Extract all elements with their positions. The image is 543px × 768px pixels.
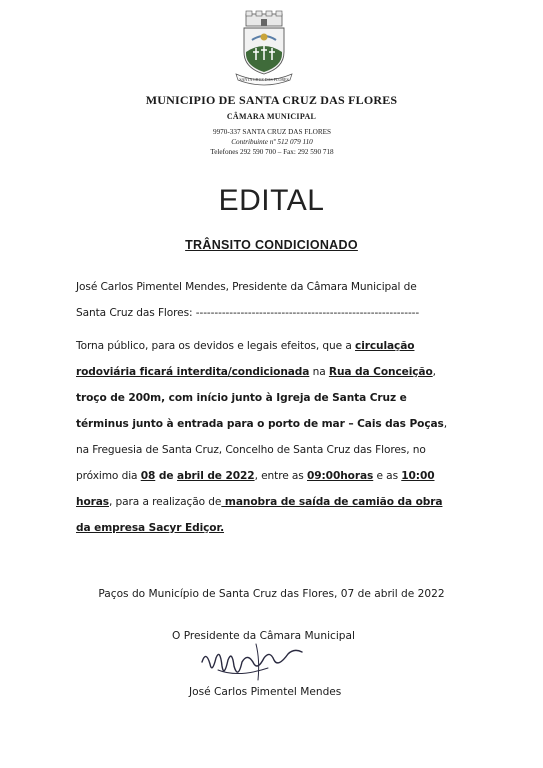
coat-of-arms-icon bbox=[232, 10, 296, 86]
text-run: , bbox=[432, 366, 436, 378]
text-run: próximo dia bbox=[76, 470, 141, 482]
text-line bbox=[76, 411, 453, 437]
date-month-year: abril de 2022 bbox=[177, 470, 255, 482]
signatory-name: José Carlos Pimentel Mendes bbox=[189, 686, 342, 698]
document-title: EDITAL bbox=[218, 184, 325, 217]
address-line: 9970-337 SANTA CRUZ DAS FLORES bbox=[212, 128, 332, 136]
text-line bbox=[76, 385, 453, 411]
crest-motto: SANTA CRUZ DAS FLORES bbox=[239, 77, 289, 82]
paragraph-opening bbox=[76, 274, 453, 326]
text-run: na Freguesia de Santa Cruz, Concelho de Santa Cruz das Flores bbox=[76, 444, 407, 456]
emphasis-text: troço de 200m, com início junto à Igreja de Santa Cruz e bbox=[76, 392, 407, 404]
text-line bbox=[76, 300, 453, 326]
document-subject: TRÂNSITO CONDICIONADO bbox=[185, 238, 358, 252]
text-run: , para a realização de bbox=[109, 496, 222, 508]
signatory-title: O Presidente da Câmara Municipal bbox=[172, 630, 355, 642]
text-run: e as bbox=[373, 470, 402, 482]
place-and-date: Paços do Município de Santa Cruz das Flores, 07 de abril de 2022 bbox=[98, 588, 445, 600]
emphasis-text: circulação bbox=[355, 340, 415, 352]
start-time: 09:00horas bbox=[307, 470, 374, 482]
emphasis-text: da empresa Sacyr Ediçor. bbox=[76, 522, 225, 534]
text-line bbox=[76, 515, 453, 541]
end-time-unit: horas bbox=[76, 496, 109, 508]
phones-line: Telefones 292 590 700 – Fax: 292 590 718 bbox=[210, 147, 334, 156]
contact-block bbox=[190, 128, 354, 157]
text-line bbox=[76, 333, 453, 359]
emphasis-text: manobra de saída de camião da obra bbox=[221, 496, 443, 508]
text-line bbox=[76, 274, 453, 300]
text-run: , entre as bbox=[254, 470, 307, 482]
municipality-title: MUNICIPIO DE SANTA CRUZ DAS FLORES bbox=[145, 93, 398, 107]
text-run: , no bbox=[406, 444, 426, 456]
end-time: 10:00 bbox=[401, 470, 435, 482]
text-line bbox=[76, 437, 453, 463]
signature-icon bbox=[198, 640, 308, 688]
office-name: CÂMARA MUNICIPAL bbox=[226, 112, 317, 121]
text-line bbox=[76, 463, 453, 489]
text-run: Santa Cruz das Flores: bbox=[76, 307, 196, 319]
text-run: José Carlos Pimentel Mendes, Presidente da Câmara Municipal de bbox=[76, 281, 417, 293]
emphasis-text: rodoviária ficará interdita/condicionada bbox=[76, 366, 310, 378]
street-name: Rua da Conceição bbox=[328, 366, 433, 378]
dash-filler: ------------------------------------------------------------ bbox=[195, 307, 420, 319]
text-run: Torna público, para os devidos e legais efeitos, que a bbox=[76, 340, 356, 352]
emphasis-text: términus junto à entrada para o porto de mar – Cais das Poças bbox=[76, 418, 444, 430]
paragraph-notice bbox=[76, 333, 453, 541]
taxpayer-line: Contribuinte nº 512 079 110 bbox=[231, 137, 313, 146]
text-run: , bbox=[443, 418, 448, 430]
text-line bbox=[76, 359, 453, 385]
text-run: de bbox=[155, 470, 178, 482]
date-day: 08 bbox=[140, 470, 156, 482]
text-line bbox=[76, 489, 453, 515]
text-run: na bbox=[309, 366, 329, 378]
